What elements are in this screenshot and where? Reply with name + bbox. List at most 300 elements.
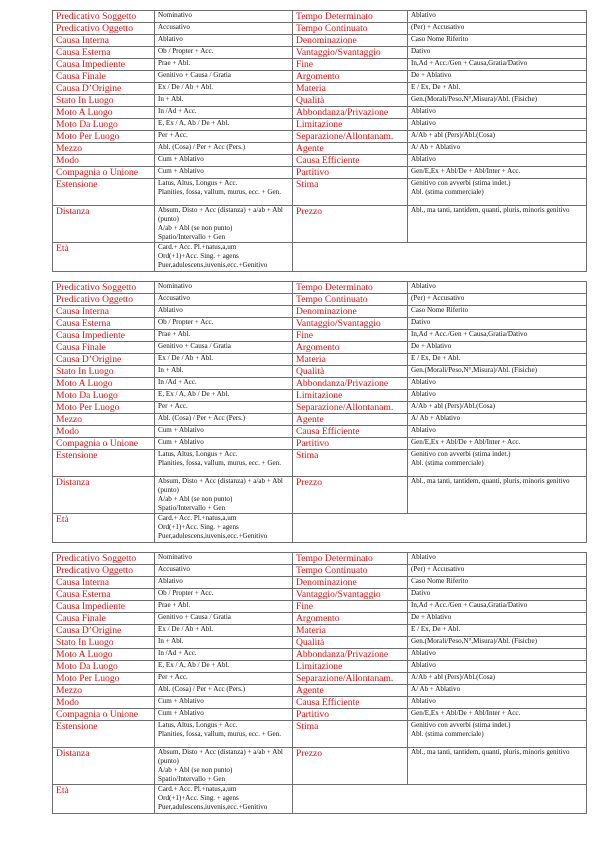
complement-label: Causa D’Origine	[53, 625, 155, 637]
rule-text: E / Ex, De + Abl.	[411, 354, 461, 362]
complement-label: Qualità	[293, 637, 408, 649]
table-row	[53, 577, 587, 589]
complement-label: Tempo Continuato	[293, 565, 408, 577]
rule-text: Nominativo	[158, 553, 192, 561]
complement-label: Separazione/Allontanam.	[293, 131, 408, 143]
complement-rule	[155, 206, 293, 243]
complement-label: Causa Impediente	[53, 59, 155, 71]
rule-text: Ablativo	[158, 577, 183, 585]
rule-text: (Per) + Accusativo	[411, 23, 465, 31]
table-row	[53, 306, 587, 318]
complement-rule	[408, 342, 587, 354]
table-row	[53, 95, 587, 107]
rule-text: Per + Acc.	[158, 131, 188, 139]
rule-text: Prae + Abl.	[158, 601, 191, 609]
rule-text: Cum + Ablativo	[158, 426, 204, 434]
complement-rule	[408, 697, 587, 709]
rule-text: Abl. (stima commerciale)	[411, 729, 484, 738]
rule-text: Abl., ma tanti, tantidem, quanti, pluris, minoris genitivo	[411, 477, 570, 485]
empty-cell	[293, 785, 587, 814]
complement-rule	[155, 426, 293, 438]
complement-rule	[155, 748, 293, 785]
complement-label: Argomento	[293, 613, 408, 625]
complement-rule	[408, 625, 587, 637]
complement-rule	[155, 155, 293, 167]
rule-text: A/ab + Abl (se non punto)	[158, 223, 233, 232]
rule-text: In /Ad + Acc.	[158, 378, 197, 386]
complement-rule	[155, 450, 293, 477]
complement-label: Età	[53, 785, 155, 814]
complement-label: Limitazione	[293, 119, 408, 131]
complement-label: Causa Efficiente	[293, 155, 408, 167]
complement-rule	[155, 785, 293, 814]
complement-label: Separazione/Allontanam.	[293, 673, 408, 685]
complement-rule	[155, 83, 293, 95]
complement-label: Vantaggio/Svantaggio	[293, 318, 408, 330]
rule-text: A/ Ab + Ablativo	[411, 143, 461, 151]
rule-text: Cum + Ablativo	[158, 709, 204, 717]
complement-label: Mezzo	[53, 143, 155, 155]
rule-text: In + Abl.	[158, 637, 184, 645]
rule-text: Prae + Abl.	[158, 330, 191, 338]
complement-rule	[408, 107, 587, 119]
complement-rule	[155, 35, 293, 47]
complement-rule	[408, 119, 587, 131]
table-row	[53, 426, 587, 438]
rule-text: A/Ab + abl (Pers)/Abl.(Cosa)	[411, 131, 495, 139]
rule-text: Genitivo con avverbi (stima indet.)	[411, 450, 511, 458]
rule-text: E, Ex / A, Ab / De + Abl.	[158, 119, 230, 127]
complement-label: Compagnia o Unione	[53, 438, 155, 450]
rule-text: Per + Acc.	[158, 402, 188, 410]
complement-label: Estensione	[53, 721, 155, 748]
rule-text: Ablativo	[158, 306, 183, 314]
complement-rule	[155, 342, 293, 354]
complement-rule	[155, 649, 293, 661]
table-row	[53, 625, 587, 637]
table-row	[53, 59, 587, 71]
rule-text: Ablativo	[411, 553, 436, 561]
rule-text: Cum + Ablativo	[158, 167, 204, 175]
complement-label: Partitivo	[293, 438, 408, 450]
table-row	[53, 721, 587, 748]
complement-label: Fine	[293, 59, 408, 71]
complement-rule	[155, 637, 293, 649]
complement-label: Tempo Determinato	[293, 553, 408, 565]
complement-label: Estensione	[53, 179, 155, 206]
rule-text: E, Ex / A, Ab / De + Abl.	[158, 661, 230, 669]
complement-rule	[155, 601, 293, 613]
complement-label: Partitivo	[293, 709, 408, 721]
rule-text: A/ Ab + Ablativo	[411, 685, 461, 693]
rule-text: Prae + Abl.	[158, 59, 191, 67]
complement-rule	[155, 354, 293, 366]
complement-label: Moto Per Luogo	[53, 673, 155, 685]
complement-rule	[155, 330, 293, 342]
rule-text: Planities, fossa, vallum, murus, ecc. + Gen.	[158, 729, 281, 738]
complement-label: Prezzo	[293, 748, 408, 785]
table-row	[53, 294, 587, 306]
complement-label: Stima	[293, 450, 408, 477]
complement-label: Stato In Luogo	[53, 637, 155, 649]
table-row	[53, 438, 587, 450]
table-row	[53, 83, 587, 95]
rule-text: Ablativo	[411, 697, 436, 705]
complement-label: Mezzo	[53, 685, 155, 697]
rule-text: Accusativo	[158, 23, 190, 31]
complement-rule	[155, 71, 293, 83]
table-row	[53, 47, 587, 59]
complement-rule	[408, 330, 587, 342]
complement-rule	[155, 709, 293, 721]
complement-rule	[155, 625, 293, 637]
table-row	[53, 673, 587, 685]
complement-rule	[408, 673, 587, 685]
rule-text: Latus, Altus, Longus + Acc.	[158, 179, 238, 187]
complement-label: Agente	[293, 143, 408, 155]
rule-text: Ex / De / Ab + Abl.	[158, 625, 214, 633]
complement-label: Prezzo	[293, 206, 408, 243]
rule-text: Cum + Ablativo	[158, 697, 204, 705]
complement-rule	[408, 206, 587, 243]
rule-text: Gen/E,Ex + Abl/De + Abl/Inter + Acc.	[411, 438, 521, 446]
table-row	[53, 709, 587, 721]
rule-text: (Per) + Accusativo	[411, 294, 465, 302]
rule-text: Ablativo	[411, 649, 436, 657]
rule-text: Dativo	[411, 589, 431, 597]
complement-rule	[408, 167, 587, 179]
complement-rule	[155, 378, 293, 390]
complement-rule	[155, 438, 293, 450]
rule-text: E, Ex / A, Ab / De + Abl.	[158, 390, 230, 398]
latin-cases-table	[52, 552, 587, 814]
rule-text: In /Ad + Acc.	[158, 107, 197, 115]
complement-rule	[408, 47, 587, 59]
rule-text: Spatio/Intervallo + Gen	[158, 232, 226, 241]
complement-label: Moto Per Luogo	[53, 131, 155, 143]
complement-rule	[155, 282, 293, 294]
complement-rule	[155, 179, 293, 206]
rule-text: In,Ad + Acc./Gen + Causa,Gratia/Dativo	[411, 601, 528, 609]
rule-text: Ord(+1)+Acc. Sing. + agens	[158, 793, 239, 802]
complement-rule	[155, 565, 293, 577]
complement-label: Denominazione	[293, 35, 408, 47]
rule-text: Puer,adulescens,iuvenis,ecc.+Genitivo	[158, 531, 268, 540]
table-row	[53, 565, 587, 577]
table-row	[53, 378, 587, 390]
rule-text: Dativo	[411, 318, 431, 326]
rule-text: Caso Nome Riferito	[411, 306, 469, 314]
rule-text: Nominativo	[158, 11, 192, 19]
complement-label: Limitazione	[293, 661, 408, 673]
table-row	[53, 107, 587, 119]
rule-text: A/Ab + abl (Pers)/Abl.(Cosa)	[411, 673, 495, 681]
table-row	[53, 366, 587, 378]
table-row	[53, 354, 587, 366]
rule-text: Abl. (Cosa) / Per + Acc (Pers.)	[158, 414, 246, 422]
rule-text: In + Abl.	[158, 366, 184, 374]
complement-rule	[155, 577, 293, 589]
complement-label: Limitazione	[293, 390, 408, 402]
complement-label: Tempo Determinato	[293, 11, 408, 23]
rule-text: Gen.(Morali/Peso,N°,Misura)/Abl. (Fisiche)	[411, 95, 537, 103]
complement-label: Causa Interna	[53, 577, 155, 589]
empty-cell	[293, 243, 587, 272]
rule-text: Ord(+1)+Acc. Sing. + agens	[158, 251, 239, 260]
table-row	[53, 450, 587, 477]
complement-label: Causa Impediente	[53, 330, 155, 342]
complement-label: Modo	[53, 426, 155, 438]
complement-rule	[155, 589, 293, 601]
complement-label: Tempo Continuato	[293, 294, 408, 306]
complement-label: Argomento	[293, 71, 408, 83]
complement-rule	[408, 748, 587, 785]
rule-text: Latus, Altus, Longus + Acc.	[158, 450, 238, 458]
rule-text: Planities, fossa, vallum, murus, ecc. + Gen.	[158, 458, 281, 467]
complement-label: Causa Interna	[53, 35, 155, 47]
complement-label: Moto A Luogo	[53, 649, 155, 661]
table-row	[53, 390, 587, 402]
complement-rule	[155, 143, 293, 155]
complement-label: Causa Interna	[53, 306, 155, 318]
complement-label: Causa Efficiente	[293, 426, 408, 438]
table-row	[53, 748, 587, 785]
rule-text: Accusativo	[158, 565, 190, 573]
complement-label: Moto Da Luogo	[53, 390, 155, 402]
complement-label: Predicativo Soggetto	[53, 553, 155, 565]
rule-text: Gen.(Morali/Peso,N°,Misura)/Abl. (Fisiche)	[411, 366, 537, 374]
complement-rule	[155, 414, 293, 426]
rule-text: Gen/E,Ex + Abl/De + Abl/Inter + Acc.	[411, 709, 521, 717]
complement-rule	[408, 402, 587, 414]
complement-label: Causa Impediente	[53, 601, 155, 613]
table-row	[53, 477, 587, 514]
complement-rule	[408, 601, 587, 613]
complement-label: Prezzo	[293, 477, 408, 514]
complement-rule	[155, 697, 293, 709]
complement-label: Modo	[53, 697, 155, 709]
complement-rule	[155, 59, 293, 71]
complement-label: Distanza	[53, 206, 155, 243]
complement-label: Mezzo	[53, 414, 155, 426]
complement-label: Compagnia o Unione	[53, 167, 155, 179]
complement-rule	[155, 402, 293, 414]
rule-text: Ablativo	[411, 107, 436, 115]
complement-rule	[408, 685, 587, 697]
latin-cases-table	[52, 10, 587, 272]
table-row	[53, 167, 587, 179]
complement-rule	[408, 637, 587, 649]
complement-label: Denominazione	[293, 306, 408, 318]
complement-label: Causa D’Origine	[53, 354, 155, 366]
rule-text: E / Ex, De + Abl.	[411, 83, 461, 91]
complement-label: Abbondanza/Privazione	[293, 649, 408, 661]
table-row	[53, 143, 587, 155]
complement-rule	[408, 306, 587, 318]
rule-text: Cum + Ablativo	[158, 155, 204, 163]
rule-text: Puer,adulescens,iuvenis,ecc.+Genitivo	[158, 802, 268, 811]
rule-text: Latus, Altus, Longus + Acc.	[158, 721, 238, 729]
complement-rule	[408, 414, 587, 426]
complement-rule	[408, 23, 587, 35]
complement-rule	[155, 477, 293, 514]
complement-rule	[408, 565, 587, 577]
rule-text: Caso Nome Riferito	[411, 35, 469, 43]
table-row	[53, 71, 587, 83]
complement-rule	[408, 179, 587, 206]
table-row	[53, 155, 587, 167]
complement-label: Tempo Determinato	[293, 282, 408, 294]
table-row	[53, 553, 587, 565]
complement-label: Estensione	[53, 450, 155, 477]
complement-rule	[408, 613, 587, 625]
rule-text: Ablativo	[411, 426, 436, 434]
rule-text: Genitivo + Causa / Gratia	[158, 613, 231, 621]
rule-text: De + Ablativo	[411, 613, 452, 621]
rule-text: E / Ex, De + Abl.	[411, 625, 461, 633]
complement-label: Materia	[293, 625, 408, 637]
complement-rule	[408, 71, 587, 83]
complement-label: Abbondanza/Privazione	[293, 378, 408, 390]
rule-text: Ablativo	[411, 155, 436, 163]
complement-rule	[155, 294, 293, 306]
rule-text: Abl. (stima commerciale)	[411, 187, 484, 196]
complement-rule	[408, 649, 587, 661]
rule-text: In + Abl.	[158, 95, 184, 103]
table-row	[53, 785, 587, 814]
complement-label: Età	[53, 243, 155, 272]
rule-text: Accusativo	[158, 294, 190, 302]
complement-label: Qualità	[293, 366, 408, 378]
rule-text: Ob / Propter + Acc.	[158, 589, 214, 597]
complement-label: Predicativo Soggetto	[53, 282, 155, 294]
complement-rule	[408, 35, 587, 47]
rule-text: Planities, fossa, vallum, murus, ecc. + Gen.	[158, 187, 281, 196]
rule-text: Absum, Disto + Acc (distanza) + a/ab + Abl (punto)	[158, 748, 283, 765]
complement-rule	[155, 107, 293, 119]
table-row	[53, 330, 587, 342]
complement-rule	[155, 23, 293, 35]
rule-text: Ex / De / Ab + Abl.	[158, 83, 214, 91]
complement-rule	[408, 318, 587, 330]
table-row	[53, 685, 587, 697]
rule-text: Puer,adulescens,iuvenis,ecc.+Genitivo	[158, 260, 268, 269]
complement-label: Argomento	[293, 342, 408, 354]
empty-cell	[293, 514, 587, 543]
complement-label: Distanza	[53, 748, 155, 785]
complement-label: Causa Esterna	[53, 47, 155, 59]
complement-label: Modo	[53, 155, 155, 167]
rule-text: Spatio/Intervallo + Gen	[158, 774, 226, 783]
complement-rule	[408, 709, 587, 721]
table-row	[53, 23, 587, 35]
document-page	[52, 10, 586, 823]
complement-rule	[408, 354, 587, 366]
complement-label: Moto Da Luogo	[53, 119, 155, 131]
complement-label: Partitivo	[293, 167, 408, 179]
complement-label: Distanza	[53, 477, 155, 514]
rule-text: Per + Acc.	[158, 673, 188, 681]
table-row	[53, 514, 587, 543]
rule-text: Card.+ Acc. Pl.+natus,a,um	[158, 514, 237, 522]
table-row	[53, 342, 587, 354]
rule-text: Gen.(Morali/Peso,N°,Misura)/Abl. (Fisiche)	[411, 637, 537, 645]
table-row	[53, 649, 587, 661]
complement-label: Moto Per Luogo	[53, 402, 155, 414]
rule-text: In,Ad + Acc./Gen + Causa,Gratia/Dativo	[411, 59, 528, 67]
complement-label: Denominazione	[293, 577, 408, 589]
complement-label: Moto A Luogo	[53, 378, 155, 390]
complement-rule	[155, 11, 293, 23]
complement-label: Vantaggio/Svantaggio	[293, 589, 408, 601]
complement-rule	[155, 95, 293, 107]
table-row	[53, 282, 587, 294]
complement-label: Tempo Continuato	[293, 23, 408, 35]
table-row	[53, 601, 587, 613]
complement-rule	[155, 306, 293, 318]
rule-text: (Per) + Accusativo	[411, 565, 465, 573]
complement-label: Separazione/Allontanam.	[293, 402, 408, 414]
complement-rule	[408, 59, 587, 71]
rule-text: A/ Ab + Ablativo	[411, 414, 461, 422]
complement-rule	[408, 426, 587, 438]
rule-text: Ex / De / Ab + Abl.	[158, 354, 214, 362]
complement-rule	[155, 47, 293, 59]
complement-label: Qualità	[293, 95, 408, 107]
rule-text: De + Ablativo	[411, 342, 452, 350]
complement-rule	[408, 95, 587, 107]
rule-text: Caso Nome Riferito	[411, 577, 469, 585]
table-row	[53, 613, 587, 625]
rule-text: Ob / Propter + Acc.	[158, 47, 214, 55]
complement-label: Predicativo Soggetto	[53, 11, 155, 23]
complement-rule	[155, 366, 293, 378]
complement-rule	[155, 390, 293, 402]
table-row	[53, 119, 587, 131]
complement-rule	[155, 553, 293, 565]
complement-label: Abbondanza/Privazione	[293, 107, 408, 119]
table-row	[53, 11, 587, 23]
table-row	[53, 637, 587, 649]
rule-text: Ablativo	[411, 11, 436, 19]
complement-rule	[408, 589, 587, 601]
rule-text: Genitivo + Causa / Gratia	[158, 71, 231, 79]
table-row	[53, 589, 587, 601]
table-row	[53, 661, 587, 673]
complement-label: Stima	[293, 721, 408, 748]
complement-rule	[155, 167, 293, 179]
complement-rule	[155, 514, 293, 543]
rule-text: Ablativo	[158, 35, 183, 43]
complement-label: Materia	[293, 83, 408, 95]
rule-text: Ablativo	[411, 282, 436, 290]
rule-text: Dativo	[411, 47, 431, 55]
rule-text: Ablativo	[411, 390, 436, 398]
table-row	[53, 318, 587, 330]
rule-text: A/ab + Abl (se non punto)	[158, 494, 233, 503]
complement-rule	[408, 450, 587, 477]
complement-rule	[155, 613, 293, 625]
complement-rule	[408, 553, 587, 565]
complement-label: Moto A Luogo	[53, 107, 155, 119]
rule-text: Absum, Disto + Acc (distanza) + a/ab + Abl (punto)	[158, 206, 283, 223]
complement-label: Causa Esterna	[53, 589, 155, 601]
complement-label: Stato In Luogo	[53, 95, 155, 107]
table-row	[53, 402, 587, 414]
rule-text: Abl. (Cosa) / Per + Acc (Pers.)	[158, 143, 246, 151]
complement-rule	[408, 11, 587, 23]
complement-label: Causa Esterna	[53, 318, 155, 330]
